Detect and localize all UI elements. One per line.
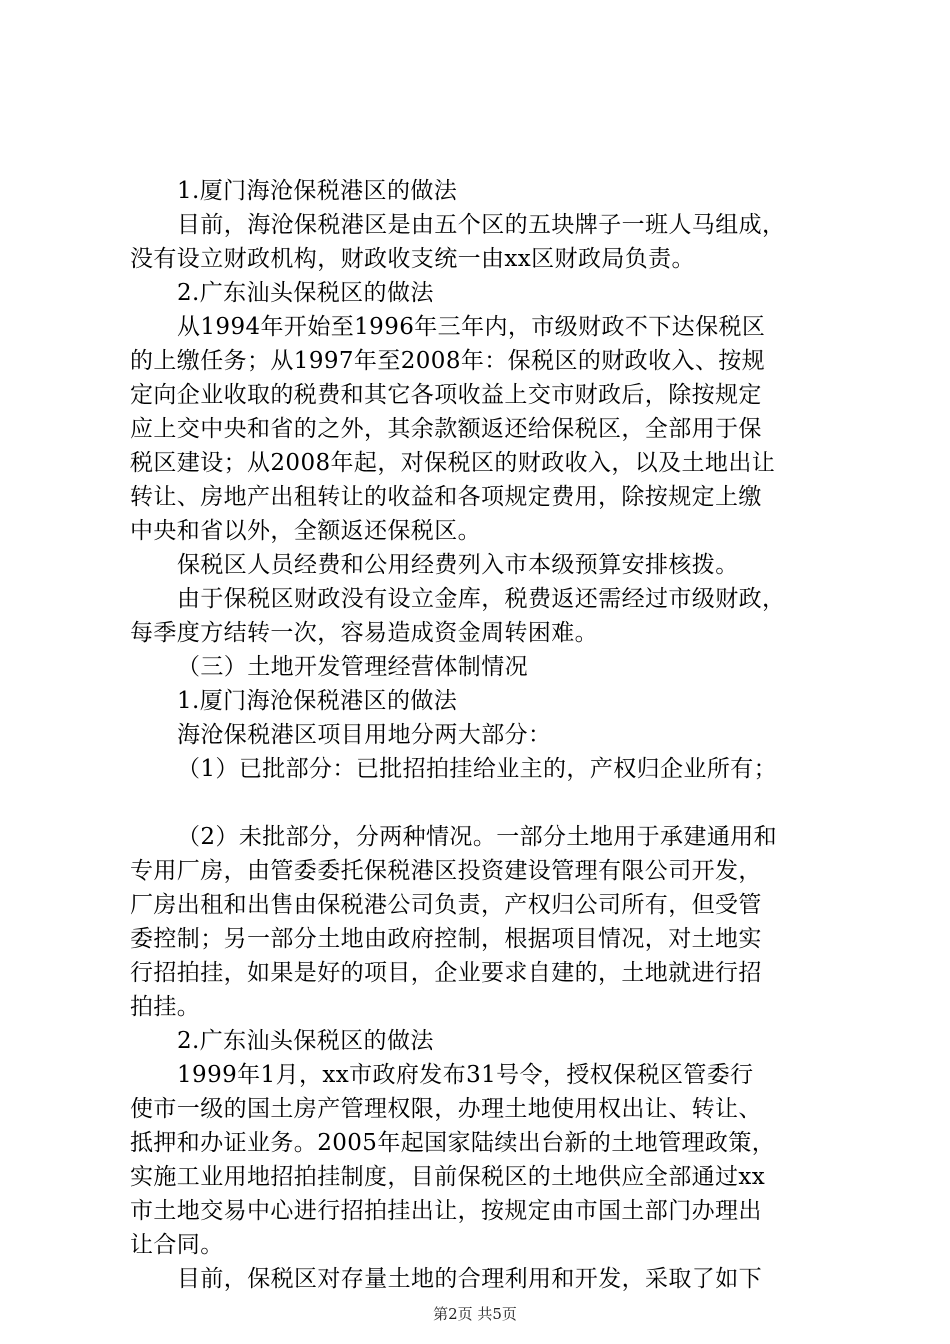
paragraph-line: 厂房出租和出售由保税港公司负责，产权归公司所有，但受管 [130, 892, 762, 918]
paragraph-line: 让合同。 [130, 1232, 224, 1258]
page-number-footer: 第2页 共5页 [433, 1305, 517, 1323]
paragraph-line: 1999年1月，xx市政府发布31号令，授权保税区管委行 [177, 1062, 754, 1088]
paragraph-line: （2）未批部分，分两种情况。一部分土地用于承建通用和 [177, 824, 778, 850]
paragraph-line: 的上缴任务；从1997年至2008年：保税区的财政收入、按规 [130, 348, 766, 374]
paragraph-line: 保税区人员经费和公用经费列入市本级预算安排核拨。 [177, 552, 739, 578]
section-heading-xiamen-finance: 1.厦门海沧保税港区的做法 [177, 178, 458, 204]
paragraph-line: 海沧保税港区项目用地分两大部分： [177, 722, 552, 748]
paragraph-line: 没有设立财政机构，财政收支统一由xx区财政局负责。 [130, 246, 695, 272]
paragraph-line: 市土地交易中心进行招拍挂出让，按规定由市国土部门办理出 [130, 1198, 762, 1224]
paragraph-line: 使市一级的国土房产管理权限，办理土地使用权出让、转让、 [130, 1096, 762, 1122]
paragraph-line: 定向企业收取的税费和其它各项收益上交市财政后，除按规定 [130, 382, 762, 408]
paragraph-line: 每季度方结转一次，容易造成资金周转困难。 [130, 620, 598, 646]
paragraph-line: 实施工业用地招拍挂制度，目前保税区的土地供应全部通过xx [130, 1164, 766, 1190]
paragraph-line: 中央和省以外，全额返还保税区。 [130, 518, 481, 544]
paragraph-line: 行招拍挂，如果是好的项目，企业要求自建的，土地就进行招 [130, 960, 762, 986]
section-heading-shantou-land: 2.广东汕头保税区的做法 [177, 1028, 434, 1054]
paragraph-line: （1）已批部分：已批招拍挂给业主的，产权归企业所有； [177, 756, 778, 782]
paragraph-line: 委控制；另一部分土地由政府控制，根据项目情况，对土地实 [130, 926, 762, 952]
paragraph-line: 拍挂。 [130, 994, 201, 1020]
paragraph-line: 目前，海沧保税港区是由五个区的五块牌子一班人马组成， [177, 212, 786, 238]
paragraph-line: 目前，保税区对存量土地的合理利用和开发，采取了如下 [177, 1266, 762, 1292]
paragraph-line: 从1994年开始至1996年三年内，市级财政不下达保税区 [177, 314, 766, 340]
paragraph-line: 抵押和办证业务。2005年起国家陆续出台新的土地管理政策， [130, 1130, 776, 1156]
section-heading-shantou-finance: 2.广东汕头保税区的做法 [177, 280, 434, 306]
paragraph-line: 转让、房地产出租转让的收益和各项规定费用，除按规定上缴 [130, 484, 762, 510]
paragraph-line: 专用厂房，由管委委托保税港区投资建设管理有限公司开发， [130, 858, 762, 884]
section-heading-land: （三）土地开发管理经营体制情况 [177, 654, 528, 680]
paragraph-line: 税区建设；从2008年起，对保税区的财政收入，以及土地出让 [130, 450, 776, 476]
section-heading-xiamen-land: 1.厦门海沧保税港区的做法 [177, 688, 458, 714]
paragraph-line: 应上交中央和省的之外，其余款额返还给保税区，全部用于保 [130, 416, 762, 442]
paragraph-line: 由于保税区财政没有设立金库，税费返还需经过市级财政， [177, 586, 786, 612]
